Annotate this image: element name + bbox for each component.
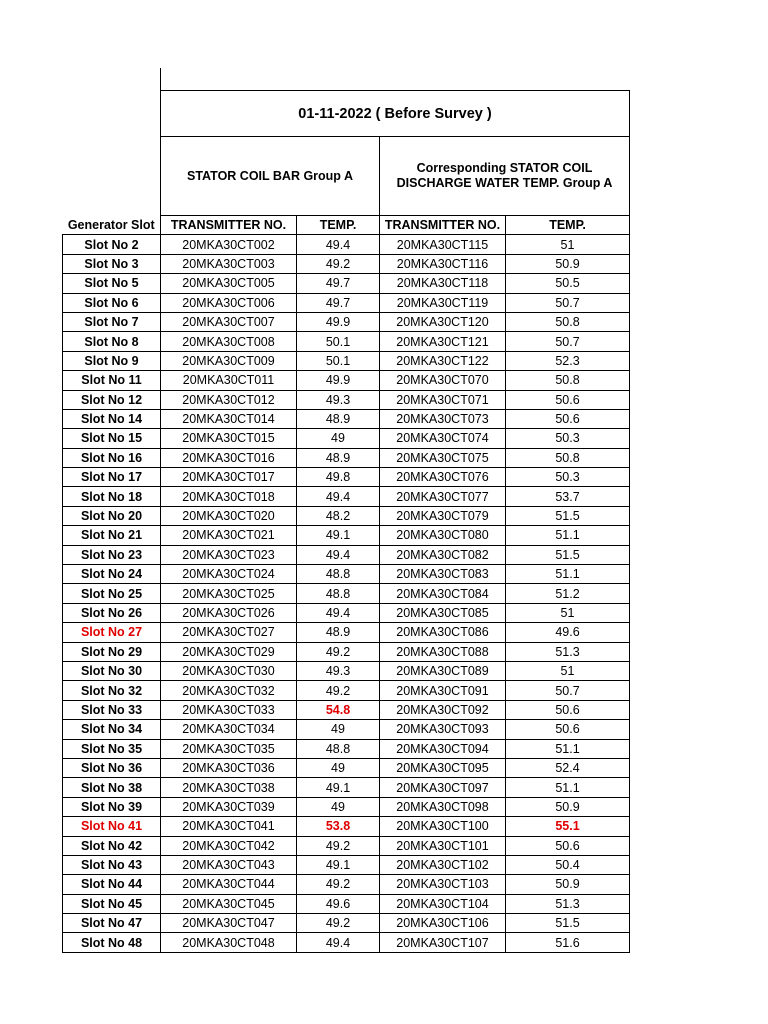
slot-cell: Slot No 17 — [63, 468, 161, 487]
transmitter-a-cell: 20MKA30CT020 — [161, 506, 297, 525]
temp-b-cell: 50.9 — [506, 797, 630, 816]
table-row — [63, 274, 630, 293]
transmitter-a-cell: 20MKA30CT006 — [161, 293, 297, 312]
transmitter-b-cell: 20MKA30CT076 — [380, 468, 506, 487]
table-row — [63, 817, 630, 836]
table-row — [63, 526, 630, 545]
temp-b-cell: 51.3 — [506, 894, 630, 913]
temp-b-cell: 51.1 — [506, 739, 630, 758]
temp-b-cell: 55.1 — [506, 817, 630, 836]
slot-cell: Slot No 8 — [63, 332, 161, 351]
transmitter-b-cell: 20MKA30CT082 — [380, 545, 506, 564]
temp-b-cell: 50.6 — [506, 409, 630, 428]
transmitter-a-cell: 20MKA30CT034 — [161, 720, 297, 739]
transmitter-b-cell: 20MKA30CT118 — [380, 274, 506, 293]
temp-a-cell: 49.4 — [297, 933, 380, 952]
temp-a-cell: 54.8 — [297, 700, 380, 719]
table-row — [63, 390, 630, 409]
top-border-line — [160, 68, 161, 90]
temp-a-cell: 49.4 — [297, 545, 380, 564]
table-row — [63, 681, 630, 700]
transmitter-b-cell: 20MKA30CT071 — [380, 390, 506, 409]
slot-cell: Slot No 33 — [63, 700, 161, 719]
transmitter-b-cell: 20MKA30CT103 — [380, 875, 506, 894]
slot-cell: Slot No 48 — [63, 933, 161, 952]
temp-b-cell: 51.6 — [506, 933, 630, 952]
transmitter-b-cell: 20MKA30CT122 — [380, 351, 506, 370]
transmitter-b-cell: 20MKA30CT115 — [380, 235, 506, 254]
temp-a-cell: 48.8 — [297, 584, 380, 603]
transmitter-b-cell: 20MKA30CT073 — [380, 409, 506, 428]
transmitter-a-cell: 20MKA30CT030 — [161, 661, 297, 680]
transmitter-a-cell: 20MKA30CT014 — [161, 409, 297, 428]
transmitter-b-cell: 20MKA30CT088 — [380, 642, 506, 661]
temp-a-cell: 48.9 — [297, 409, 380, 428]
temp-a-cell: 50.1 — [297, 332, 380, 351]
slot-cell: Slot No 16 — [63, 448, 161, 467]
transmitter-b-cell: 20MKA30CT084 — [380, 584, 506, 603]
temp-a-cell: 49.4 — [297, 603, 380, 622]
slot-cell: Slot No 23 — [63, 545, 161, 564]
table-row — [63, 778, 630, 797]
slot-cell: Slot No 25 — [63, 584, 161, 603]
temp-b-cell: 51.3 — [506, 642, 630, 661]
transmitter-a-cell: 20MKA30CT016 — [161, 448, 297, 467]
slot-cell: Slot No 18 — [63, 487, 161, 506]
temp-b-cell: 50.6 — [506, 720, 630, 739]
temp-a-cell: 48.2 — [297, 506, 380, 525]
transmitter-b-cell: 20MKA30CT116 — [380, 254, 506, 273]
slot-cell: Slot No 3 — [63, 254, 161, 273]
table-row — [63, 332, 630, 351]
slot-cell: Slot No 45 — [63, 894, 161, 913]
temp-b-cell: 50.8 — [506, 312, 630, 331]
temp-b-cell: 51 — [506, 603, 630, 622]
transmitter-a-cell: 20MKA30CT047 — [161, 914, 297, 933]
group-b-header: Corresponding STATOR COIL DISCHARGE WATER TEMP. Group A — [380, 137, 630, 216]
table-row — [63, 351, 630, 370]
temp-a-cell: 49.4 — [297, 235, 380, 254]
temp-a-cell: 48.8 — [297, 565, 380, 584]
table-row — [63, 603, 630, 622]
table-row — [63, 739, 630, 758]
transmitter-b-cell: 20MKA30CT083 — [380, 565, 506, 584]
temp-b-cell: 52.3 — [506, 351, 630, 370]
transmitter-b-cell: 20MKA30CT070 — [380, 371, 506, 390]
temp-b-cell: 51.5 — [506, 914, 630, 933]
table-row — [63, 487, 630, 506]
transmitter-b-cell: 20MKA30CT080 — [380, 526, 506, 545]
temp-a-cell: 49.3 — [297, 390, 380, 409]
transmitter-a-cell: 20MKA30CT036 — [161, 758, 297, 777]
slot-cell: Slot No 27 — [63, 623, 161, 642]
slot-cell: Slot No 20 — [63, 506, 161, 525]
temp-b-cell: 51 — [506, 661, 630, 680]
slot-cell: Slot No 30 — [63, 661, 161, 680]
temp-a-cell: 48.9 — [297, 448, 380, 467]
temp-a-cell: 49 — [297, 429, 380, 448]
transmitter-a-cell: 20MKA30CT023 — [161, 545, 297, 564]
transmitter-a-cell: 20MKA30CT008 — [161, 332, 297, 351]
transmitter-a-cell: 20MKA30CT005 — [161, 274, 297, 293]
temp-b-cell: 50.7 — [506, 332, 630, 351]
table-row — [63, 565, 630, 584]
table-row — [63, 797, 630, 816]
slot-cell: Slot No 5 — [63, 274, 161, 293]
transmitter-b-cell: 20MKA30CT106 — [380, 914, 506, 933]
transmitter-a-cell: 20MKA30CT039 — [161, 797, 297, 816]
table-row — [63, 429, 630, 448]
temp-b-cell: 50.9 — [506, 875, 630, 894]
table-row — [63, 371, 630, 390]
slot-cell: Slot No 11 — [63, 371, 161, 390]
transmitter-a-cell: 20MKA30CT032 — [161, 681, 297, 700]
slot-cell: Slot No 14 — [63, 409, 161, 428]
slot-cell: Slot No 47 — [63, 914, 161, 933]
transmitter-a-cell: 20MKA30CT025 — [161, 584, 297, 603]
transmitter-b-cell: 20MKA30CT100 — [380, 817, 506, 836]
transmitter-a-cell: 20MKA30CT017 — [161, 468, 297, 487]
temp-b-cell: 50.6 — [506, 836, 630, 855]
header-temp-b: TEMP. — [506, 216, 630, 235]
transmitter-b-cell: 20MKA30CT102 — [380, 855, 506, 874]
group-a-header: STATOR COIL BAR Group A — [161, 137, 380, 216]
slot-cell: Slot No 21 — [63, 526, 161, 545]
temp-b-cell: 50.8 — [506, 371, 630, 390]
transmitter-b-cell: 20MKA30CT074 — [380, 429, 506, 448]
transmitter-b-cell: 20MKA30CT120 — [380, 312, 506, 331]
transmitter-a-cell: 20MKA30CT043 — [161, 855, 297, 874]
temp-b-cell: 50.6 — [506, 700, 630, 719]
column-header-row — [63, 216, 630, 235]
temp-a-cell: 49.2 — [297, 914, 380, 933]
temp-a-cell: 53.8 — [297, 817, 380, 836]
header-temp-a: TEMP. — [297, 216, 380, 235]
temp-b-cell: 53.7 — [506, 487, 630, 506]
transmitter-a-cell: 20MKA30CT015 — [161, 429, 297, 448]
slot-cell: Slot No 12 — [63, 390, 161, 409]
temp-b-cell: 51.1 — [506, 565, 630, 584]
header-transmitter-b: TRANSMITTER NO. — [380, 216, 506, 235]
slot-cell: Slot No 36 — [63, 758, 161, 777]
table-row — [63, 506, 630, 525]
transmitter-a-cell: 20MKA30CT021 — [161, 526, 297, 545]
transmitter-b-cell: 20MKA30CT097 — [380, 778, 506, 797]
transmitter-a-cell: 20MKA30CT027 — [161, 623, 297, 642]
table-row — [63, 468, 630, 487]
temp-a-cell: 48.9 — [297, 623, 380, 642]
transmitter-b-cell: 20MKA30CT079 — [380, 506, 506, 525]
slot-cell: Slot No 24 — [63, 565, 161, 584]
temp-a-cell: 49.2 — [297, 875, 380, 894]
temp-a-cell: 49.4 — [297, 487, 380, 506]
table-row — [63, 875, 630, 894]
header-generator-slot: Generator Slot — [67, 217, 155, 232]
transmitter-a-cell: 20MKA30CT003 — [161, 254, 297, 273]
transmitter-b-cell: 20MKA30CT107 — [380, 933, 506, 952]
table-row — [63, 700, 630, 719]
temp-a-cell: 49 — [297, 758, 380, 777]
temp-b-cell: 52.4 — [506, 758, 630, 777]
temp-a-cell: 49.2 — [297, 681, 380, 700]
slot-cell: Slot No 39 — [63, 797, 161, 816]
table-row — [63, 409, 630, 428]
table-row — [63, 545, 630, 564]
transmitter-b-cell: 20MKA30CT093 — [380, 720, 506, 739]
transmitter-b-cell: 20MKA30CT086 — [380, 623, 506, 642]
report-title: 01-11-2022 ( Before Survey ) — [161, 91, 630, 137]
transmitter-b-cell: 20MKA30CT085 — [380, 603, 506, 622]
transmitter-a-cell: 20MKA30CT029 — [161, 642, 297, 661]
slot-cell: Slot No 2 — [63, 235, 161, 254]
transmitter-b-cell: 20MKA30CT092 — [380, 700, 506, 719]
temp-a-cell: 49.2 — [297, 836, 380, 855]
temp-a-cell: 50.1 — [297, 351, 380, 370]
table-row — [63, 836, 630, 855]
temp-b-cell: 50.4 — [506, 855, 630, 874]
temp-a-cell: 49.2 — [297, 642, 380, 661]
temp-b-cell: 51.2 — [506, 584, 630, 603]
transmitter-a-cell: 20MKA30CT007 — [161, 312, 297, 331]
table-row — [63, 661, 630, 680]
slot-cell: Slot No 29 — [63, 642, 161, 661]
transmitter-a-cell: 20MKA30CT045 — [161, 894, 297, 913]
slot-cell: Slot No 15 — [63, 429, 161, 448]
temp-b-cell: 51.1 — [506, 526, 630, 545]
temp-b-cell: 50.8 — [506, 448, 630, 467]
transmitter-b-cell: 20MKA30CT121 — [380, 332, 506, 351]
transmitter-a-cell: 20MKA30CT018 — [161, 487, 297, 506]
table-row — [63, 254, 630, 273]
temp-b-cell: 50.3 — [506, 429, 630, 448]
table-row — [63, 623, 630, 642]
transmitter-a-cell: 20MKA30CT024 — [161, 565, 297, 584]
table-row — [63, 894, 630, 913]
temp-b-cell: 50.3 — [506, 468, 630, 487]
table-row — [63, 293, 630, 312]
transmitter-a-cell: 20MKA30CT035 — [161, 739, 297, 758]
slot-cell: Slot No 9 — [63, 351, 161, 370]
transmitter-a-cell: 20MKA30CT038 — [161, 778, 297, 797]
slot-cell: Slot No 44 — [63, 875, 161, 894]
table-row — [63, 914, 630, 933]
transmitter-b-cell: 20MKA30CT101 — [380, 836, 506, 855]
transmitter-b-cell: 20MKA30CT091 — [380, 681, 506, 700]
slot-cell: Slot No 7 — [63, 312, 161, 331]
transmitter-b-cell: 20MKA30CT089 — [380, 661, 506, 680]
transmitter-a-cell: 20MKA30CT041 — [161, 817, 297, 836]
temp-a-cell: 49 — [297, 720, 380, 739]
transmitter-a-cell: 20MKA30CT002 — [161, 235, 297, 254]
temp-a-cell: 49.2 — [297, 254, 380, 273]
transmitter-b-cell: 20MKA30CT094 — [380, 739, 506, 758]
temp-a-cell: 49.9 — [297, 371, 380, 390]
temp-b-cell: 51.5 — [506, 506, 630, 525]
slot-cell: Slot No 32 — [63, 681, 161, 700]
table-row — [63, 933, 630, 952]
slot-cell: Slot No 43 — [63, 855, 161, 874]
slot-cell: Slot No 35 — [63, 739, 161, 758]
temp-b-cell: 50.5 — [506, 274, 630, 293]
table-row — [63, 235, 630, 254]
table-row — [63, 855, 630, 874]
header-transmitter-a: TRANSMITTER NO. — [161, 216, 297, 235]
temp-a-cell: 49.9 — [297, 312, 380, 331]
temp-b-cell: 50.6 — [506, 390, 630, 409]
temp-a-cell: 49.8 — [297, 468, 380, 487]
slot-cell: Slot No 38 — [63, 778, 161, 797]
transmitter-a-cell: 20MKA30CT026 — [161, 603, 297, 622]
temp-b-cell: 50.7 — [506, 293, 630, 312]
transmitter-b-cell: 20MKA30CT119 — [380, 293, 506, 312]
temp-b-cell: 51 — [506, 235, 630, 254]
slot-cell: Slot No 41 — [63, 817, 161, 836]
temp-b-cell: 49.6 — [506, 623, 630, 642]
temp-b-cell: 50.9 — [506, 254, 630, 273]
table-row — [63, 758, 630, 777]
transmitter-a-cell: 20MKA30CT033 — [161, 700, 297, 719]
transmitter-b-cell: 20MKA30CT077 — [380, 487, 506, 506]
transmitter-a-cell: 20MKA30CT009 — [161, 351, 297, 370]
transmitter-b-cell: 20MKA30CT098 — [380, 797, 506, 816]
temp-a-cell: 49.1 — [297, 855, 380, 874]
temp-a-cell: 49.1 — [297, 778, 380, 797]
slot-cell: Slot No 34 — [63, 720, 161, 739]
table-row — [63, 720, 630, 739]
temp-a-cell: 49.1 — [297, 526, 380, 545]
transmitter-b-cell: 20MKA30CT095 — [380, 758, 506, 777]
table-row — [63, 312, 630, 331]
slot-cell: Slot No 42 — [63, 836, 161, 855]
temp-a-cell: 49.7 — [297, 293, 380, 312]
slot-cell: Slot No 6 — [63, 293, 161, 312]
slot-cell: Slot No 26 — [63, 603, 161, 622]
transmitter-a-cell: 20MKA30CT048 — [161, 933, 297, 952]
table-row — [63, 448, 630, 467]
transmitter-a-cell: 20MKA30CT044 — [161, 875, 297, 894]
transmitter-a-cell: 20MKA30CT011 — [161, 371, 297, 390]
temp-a-cell: 49.7 — [297, 274, 380, 293]
table-row — [63, 642, 630, 661]
transmitter-b-cell: 20MKA30CT104 — [380, 894, 506, 913]
temp-a-cell: 49.3 — [297, 661, 380, 680]
temp-a-cell: 49.6 — [297, 894, 380, 913]
temp-b-cell: 51.5 — [506, 545, 630, 564]
temperature-table — [62, 90, 630, 953]
group-row — [63, 137, 630, 216]
temp-b-cell: 51.1 — [506, 778, 630, 797]
temp-a-cell: 49 — [297, 797, 380, 816]
transmitter-a-cell: 20MKA30CT012 — [161, 390, 297, 409]
temp-a-cell: 48.8 — [297, 739, 380, 758]
table-row — [63, 584, 630, 603]
temp-b-cell: 50.7 — [506, 681, 630, 700]
title-row — [63, 91, 630, 137]
transmitter-b-cell: 20MKA30CT075 — [380, 448, 506, 467]
transmitter-a-cell: 20MKA30CT042 — [161, 836, 297, 855]
